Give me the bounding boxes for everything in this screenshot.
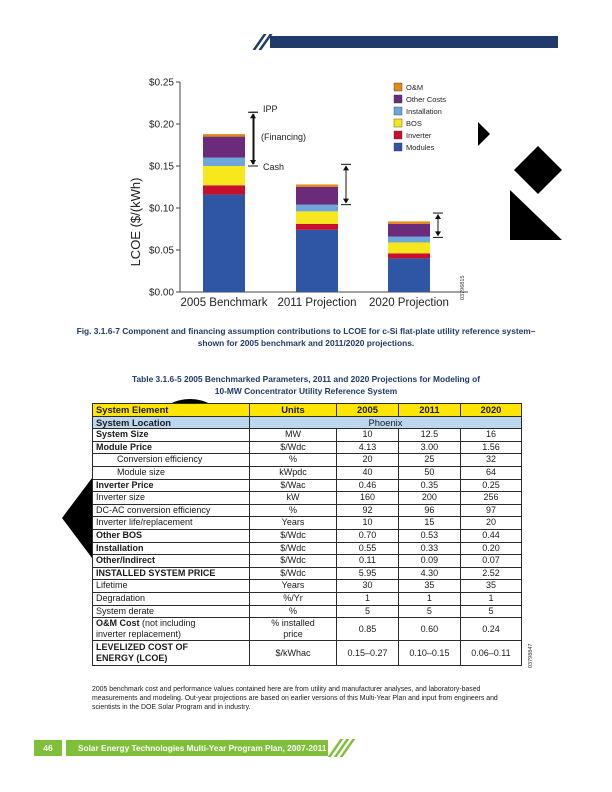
row-2020: 1.56 bbox=[460, 441, 521, 454]
lcoe-chart bbox=[118, 72, 498, 316]
y-tick-label: $0.05 bbox=[148, 245, 174, 257]
om-units bbox=[250, 618, 337, 641]
row-2005: 0.46 bbox=[337, 479, 399, 492]
row-label: Module size bbox=[93, 466, 250, 479]
row-2005: 4.13 bbox=[337, 441, 399, 454]
table-row bbox=[93, 592, 522, 605]
row-2005: 0.55 bbox=[337, 542, 399, 555]
om-units-line2: price bbox=[283, 629, 303, 640]
table-row bbox=[93, 429, 522, 442]
row-2011: 25 bbox=[398, 454, 460, 467]
financing-arrowhead bbox=[435, 214, 441, 219]
annotation-financing: (Financing) bbox=[261, 132, 307, 142]
bar-segment-modules bbox=[388, 258, 430, 292]
lcoe-label-line2: ENERGY (LCOE) bbox=[96, 653, 168, 664]
row-2020: 0.25 bbox=[460, 479, 521, 492]
annotation-cash: Cash bbox=[263, 162, 285, 172]
y-tick-label: $0.00 bbox=[148, 287, 174, 299]
om-2020: 0.24 bbox=[460, 618, 521, 641]
bar-segment-bos bbox=[388, 242, 430, 253]
legend-swatch bbox=[394, 107, 402, 115]
bar-segment-installation bbox=[203, 158, 245, 166]
table-row bbox=[93, 567, 522, 580]
legend-label: O&M bbox=[406, 83, 424, 92]
row-2011: 0.33 bbox=[398, 542, 460, 555]
row-2005: 10 bbox=[337, 429, 399, 442]
legend-label: Other Costs bbox=[406, 95, 447, 104]
om-2011: 0.60 bbox=[398, 618, 460, 641]
financing-arrowhead bbox=[250, 113, 256, 118]
bar-segment-o-m bbox=[388, 221, 430, 224]
financing-arrowhead bbox=[250, 160, 256, 165]
row-units: $/Wac bbox=[250, 479, 337, 492]
table-caption-line2: 10-MW Concentrator Utility Reference System bbox=[214, 386, 398, 396]
row-units: $/Wdc bbox=[250, 441, 337, 454]
row-units: kW bbox=[250, 492, 337, 505]
row-2011: 15 bbox=[398, 517, 460, 530]
legend-swatch bbox=[394, 131, 402, 139]
y-tick-label: $0.20 bbox=[148, 119, 174, 131]
table-row-lcoe bbox=[93, 641, 522, 666]
table-caption-line1: Table 3.1.6-5 2005 Benchmarked Parameters, 2011 and 2020 Projections for Modeling of bbox=[131, 374, 480, 384]
row-label: Inverter life/replacement bbox=[93, 517, 250, 530]
bar-segment-installation bbox=[296, 205, 338, 212]
row-2011: 0.35 bbox=[398, 479, 460, 492]
row-units: $/Wdc bbox=[250, 567, 337, 580]
row-units: % bbox=[250, 605, 337, 618]
row-2020: 32 bbox=[460, 454, 521, 467]
row-2011: 0.53 bbox=[398, 529, 460, 542]
y-axis-label: LCOE ($/(kWh) bbox=[128, 177, 143, 267]
row-2005: 5 bbox=[337, 605, 399, 618]
row-2005: 20 bbox=[337, 454, 399, 467]
row-2020: 5 bbox=[460, 605, 521, 618]
row-units: $/Wdc bbox=[250, 555, 337, 568]
financing-arrowhead bbox=[343, 165, 349, 170]
row-label: Installation bbox=[93, 542, 250, 555]
row-2011: 96 bbox=[398, 504, 460, 517]
row-2005: 92 bbox=[337, 504, 399, 517]
row-label: DC-AC conversion efficiency bbox=[93, 504, 250, 517]
legend-swatch bbox=[394, 143, 402, 151]
lcoe-label-line1: LEVELIZED COST OF bbox=[96, 642, 189, 653]
x-category-label: 2011 Projection bbox=[277, 297, 357, 309]
x-category-label: 2020 Projection bbox=[369, 297, 449, 309]
table-row-om-cost bbox=[93, 618, 522, 641]
legend-label: Installation bbox=[406, 107, 442, 116]
row-2020: 0.07 bbox=[460, 555, 521, 568]
x-axis-labels bbox=[181, 297, 449, 309]
row-2005: 1 bbox=[337, 592, 399, 605]
bar-segment-bos bbox=[296, 211, 338, 224]
financing-annotation bbox=[261, 104, 306, 172]
header-bar bbox=[270, 36, 558, 48]
row-2005: 10 bbox=[337, 517, 399, 530]
parameters-table bbox=[92, 403, 522, 666]
row-label: Inverter Price bbox=[93, 479, 250, 492]
bar-segment-other-costs bbox=[203, 137, 245, 158]
table-row bbox=[93, 454, 522, 467]
bar-segment-inverter bbox=[296, 224, 338, 230]
row-label: Inverter size bbox=[93, 492, 250, 505]
bar-segment-other-costs bbox=[388, 224, 430, 237]
om-label-bold: O&M Cost bbox=[96, 618, 140, 629]
bar-segment-installation bbox=[388, 237, 430, 243]
row-2020: 16 bbox=[460, 429, 521, 442]
row-2011: 1 bbox=[398, 592, 460, 605]
header-units: Units bbox=[250, 404, 337, 417]
location-value: Phoenix bbox=[250, 416, 522, 429]
row-label: System Size bbox=[93, 429, 250, 442]
bar-segment-modules bbox=[203, 195, 245, 292]
header-2020: 2020 bbox=[460, 404, 521, 417]
row-units: % bbox=[250, 504, 337, 517]
legend-swatch bbox=[394, 95, 402, 103]
row-2020: 1 bbox=[460, 592, 521, 605]
table-caption bbox=[110, 373, 502, 397]
lcoe-2005: 0.15–0.27 bbox=[337, 641, 399, 666]
bar-segment-bos bbox=[203, 166, 245, 185]
row-2005: 0.70 bbox=[337, 529, 399, 542]
table-row-location bbox=[93, 416, 522, 429]
row-2005: 30 bbox=[337, 580, 399, 593]
row-units: $/Wdc bbox=[250, 542, 337, 555]
table-row bbox=[93, 492, 522, 505]
footer-title: Solar Energy Technologies Multi-Year Program Plan, 2007-2011 bbox=[78, 743, 327, 753]
om-label-rest: (not including bbox=[139, 618, 196, 629]
row-label: Conversion efficiency bbox=[93, 454, 250, 467]
bar-segment-o-m bbox=[296, 184, 338, 187]
financing-arrowhead bbox=[343, 199, 349, 204]
om-label-line2: inverter replacement) bbox=[96, 629, 182, 640]
legend-label: Modules bbox=[406, 143, 435, 152]
row-units: kWpdc bbox=[250, 466, 337, 479]
lcoe-label bbox=[93, 641, 250, 666]
row-2011: 35 bbox=[398, 580, 460, 593]
om-label bbox=[93, 618, 250, 641]
figure-caption: Fig. 3.1.6-7 Component and financing assumption contributions to LCOE for c-Si flat-plate utility reference system– shown for 2005 benchmark and 2011/2020 projections. bbox=[76, 326, 536, 348]
om-units-line1: % installed bbox=[271, 618, 315, 629]
row-2020: 64 bbox=[460, 466, 521, 479]
row-label: Other BOS bbox=[93, 529, 250, 542]
table-header-row bbox=[93, 404, 522, 417]
table-row bbox=[93, 504, 522, 517]
row-2011: 200 bbox=[398, 492, 460, 505]
annotation-ipp: IPP bbox=[263, 104, 278, 114]
row-label: Lifetime bbox=[93, 580, 250, 593]
table-row bbox=[93, 580, 522, 593]
bar-segment-modules bbox=[296, 230, 338, 292]
table-row bbox=[93, 479, 522, 492]
row-2011: 0.09 bbox=[398, 555, 460, 568]
row-2011: 5 bbox=[398, 605, 460, 618]
lcoe-2020: 0.06–0.11 bbox=[460, 641, 521, 666]
table-row bbox=[93, 542, 522, 555]
row-2020: 2.52 bbox=[460, 567, 521, 580]
lcoe-units: $/kWhac bbox=[250, 641, 337, 666]
row-2020: 0.44 bbox=[460, 529, 521, 542]
row-2020: 35 bbox=[460, 580, 521, 593]
row-units: $/Wdc bbox=[250, 529, 337, 542]
row-2005: 160 bbox=[337, 492, 399, 505]
row-units: Years bbox=[250, 580, 337, 593]
row-2020: 0.20 bbox=[460, 542, 521, 555]
x-category-label: 2005 Benchmark bbox=[180, 297, 268, 309]
table-row bbox=[93, 517, 522, 530]
table-row bbox=[93, 605, 522, 618]
row-units: % bbox=[250, 454, 337, 467]
row-2011: 3.00 bbox=[398, 441, 460, 454]
row-units: %/Yr bbox=[250, 592, 337, 605]
row-units: Years bbox=[250, 517, 337, 530]
header-2011: 2011 bbox=[398, 404, 460, 417]
page-number: 46 bbox=[34, 740, 62, 756]
row-2011: 12.5 bbox=[398, 429, 460, 442]
om-2005: 0.85 bbox=[337, 618, 399, 641]
table-row bbox=[93, 441, 522, 454]
y-tick-label: $0.25 bbox=[148, 77, 174, 89]
table-row bbox=[93, 529, 522, 542]
table-row bbox=[93, 555, 522, 568]
row-2005: 5.95 bbox=[337, 567, 399, 580]
row-2005: 40 bbox=[337, 466, 399, 479]
legend-swatch bbox=[394, 83, 402, 91]
row-2005: 0.11 bbox=[337, 555, 399, 568]
table-id: 03798847 bbox=[528, 643, 534, 668]
location-label: System Location bbox=[93, 416, 250, 429]
row-label: Other/Indirect bbox=[93, 555, 250, 568]
table-note: 2005 benchmark cost and performance values contained here are from utility and manufacturer analyses, and laboratory-based measurements and modeling. Out-year projections are based on earlier versions of this Multi-Year Plan and input from engineers and scientists in the DOE Solar Program and in industry. bbox=[92, 686, 498, 711]
bar-segment-inverter bbox=[388, 253, 430, 258]
row-2020: 20 bbox=[460, 517, 521, 530]
row-2020: 256 bbox=[460, 492, 521, 505]
legend-label: Inverter bbox=[406, 131, 432, 140]
row-2011: 4.30 bbox=[398, 567, 460, 580]
table-row bbox=[93, 466, 522, 479]
lcoe-2011: 0.10–0.15 bbox=[398, 641, 460, 666]
bar-segment-o-m bbox=[203, 134, 245, 137]
header-system-element: System Element bbox=[93, 404, 250, 417]
y-tick-label: $0.10 bbox=[148, 203, 174, 215]
bar-segment-inverter bbox=[203, 185, 245, 194]
row-label: INSTALLED SYSTEM PRICE bbox=[93, 567, 250, 580]
row-label: Degradation bbox=[93, 592, 250, 605]
row-label: System derate bbox=[93, 605, 250, 618]
row-label: Module Price bbox=[93, 441, 250, 454]
row-units: MW bbox=[250, 429, 337, 442]
chart-legend bbox=[394, 83, 446, 152]
legend-label: BOS bbox=[406, 119, 422, 128]
header-2005: 2005 bbox=[337, 404, 399, 417]
legend-swatch bbox=[394, 119, 402, 127]
figure-id: 03796815 bbox=[460, 275, 466, 300]
financing-arrowhead bbox=[435, 231, 441, 236]
row-2011: 50 bbox=[398, 466, 460, 479]
bar-segment-other-costs bbox=[296, 187, 338, 205]
row-2020: 97 bbox=[460, 504, 521, 517]
y-tick-label: $0.15 bbox=[148, 161, 174, 173]
